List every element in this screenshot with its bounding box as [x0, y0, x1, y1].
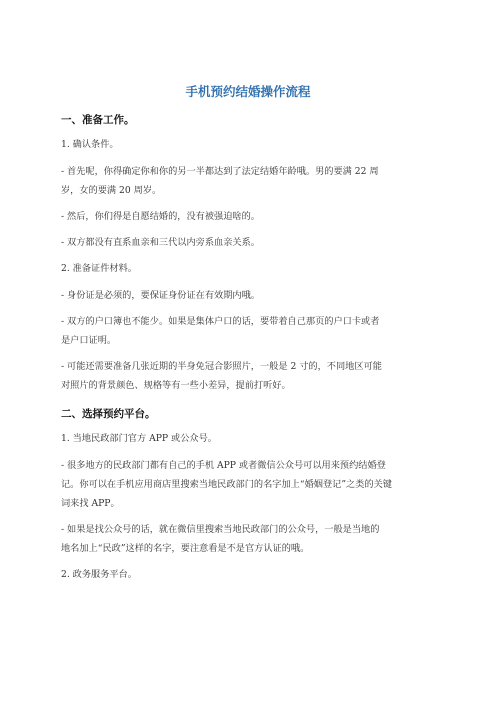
section-heading-platform: 二、选择预约平台。 [61, 408, 156, 420]
paragraph-id-card: - 身份证是必须的，要保证身份证在有效期内哦。 [61, 290, 260, 301]
item-gov-platform: 2. 政务服务平台。 [61, 569, 137, 580]
paragraph-wechat-line1: - 如果是找公众号的话，就在微信里搜索当地民政部门的公众号，一般是当地的 [61, 524, 380, 535]
item-prepare-documents: 2. 准备证件材料。 [61, 263, 137, 274]
paragraph-wechat-line2: 地名加上“民政”这样的名字，要注意看是不是官方认证的哦。 [61, 543, 310, 554]
paragraph-app-line1: - 很多地方的民政部门都有自己的手机 APP 或者微信公众号可以用来预约结婚登 [61, 460, 386, 471]
paragraph-age-line2: 岁，女的要满 20 周岁。 [61, 185, 162, 196]
paragraph-app-line3: 词来找 APP。 [61, 498, 120, 509]
paragraph-kinship: - 双方都没有直系血亲和三代以内旁系血亲关系。 [61, 237, 260, 248]
paragraph-age-line1: - 首先呢，你得确定你和你的另一半都达到了法定结婚年龄哦。男的要满 22 周 [61, 166, 379, 177]
paragraph-voluntary: - 然后，你们得是自愿结婚的，没有被强迫啥的。 [61, 211, 260, 222]
item-confirm-conditions: 1. 确认条件。 [61, 139, 119, 150]
paragraph-household-line2: 是户口证明。 [61, 335, 117, 346]
paragraph-household-line1: - 双方的户口簿也不能少。如果是集体户口的话，要带着自己那页的户口卡或者 [61, 316, 380, 327]
item-official-app: 1. 当地民政部门官方 APP 或公众号。 [61, 433, 217, 444]
section-heading-preparation: 一、准备工作。 [61, 114, 135, 126]
paragraph-app-line2: 记。你可以在手机应用商店里搜索当地民政部门的名字加上“婚姻登记”之类的关键 [61, 479, 392, 490]
paragraph-photo-line1: - 可能还需要准备几张近期的半身免冠合影照片，一般是 2 寸的，不同地区可能 [61, 361, 382, 372]
document-title: 手机预约结婚操作流程 [185, 84, 311, 99]
paragraph-photo-line2: 对照片的背景颜色、规格等有一些小差异，提前打听好。 [61, 380, 291, 391]
